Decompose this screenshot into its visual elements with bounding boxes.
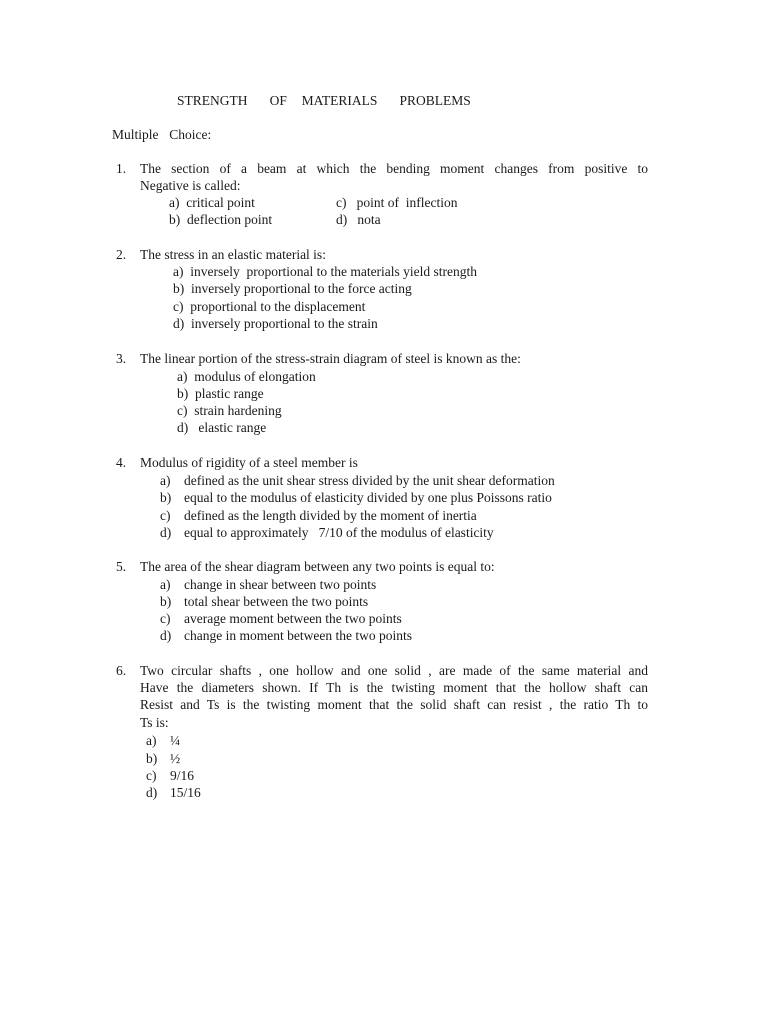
option-d: d) elastic range <box>177 420 267 435</box>
question-text-line: Resist and Ts is the twisting moment that the solid shaft can resist , the ratio Th to <box>140 697 648 713</box>
option-a: a) critical point <box>169 195 255 210</box>
option-c: c) point of inflection <box>336 195 458 210</box>
section-heading: Multiple Choice: <box>112 127 212 142</box>
question-text-line: The area of the shear diagram between any two points is equal to: <box>140 559 495 574</box>
option-c: c) strain hardening <box>177 403 282 418</box>
option-c-label: c) <box>160 508 171 523</box>
option-b-label: b) <box>160 490 172 505</box>
option-a: a) modulus of elongation <box>177 369 316 384</box>
option-a-label: a) <box>146 733 157 748</box>
option-b: b) plastic range <box>177 386 264 401</box>
question-number: 6. <box>116 663 127 678</box>
option-a: ¼ <box>170 733 181 748</box>
question-text-line: The linear portion of the stress-strain diagram of steel is known as the: <box>140 351 521 366</box>
option-b-label: b) <box>146 751 158 766</box>
option-a: defined as the unit shear stress divided by the unit shear deformation <box>184 473 555 488</box>
question-text-line: Negative is called: <box>140 178 241 194</box>
option-d: d) nota <box>336 212 381 227</box>
option-d-label: d) <box>146 785 158 800</box>
option-a: a) inversely proportional to the materials yield strength <box>173 264 478 279</box>
option-c: average moment between the two points <box>184 611 402 626</box>
question-text-line: The section of a beam at which the bending moment changes from positive to <box>140 161 648 176</box>
question-number: 4. <box>116 455 127 470</box>
question-text-line: Ts is: <box>140 714 169 730</box>
option-a-label: a) <box>160 577 171 592</box>
question-number: 5. <box>116 559 127 574</box>
option-d-label: d) <box>160 525 172 540</box>
option-b: ½ <box>170 751 181 766</box>
option-c-label: c) <box>146 768 157 783</box>
option-d: 15/16 <box>170 785 201 800</box>
question-number: 2. <box>116 247 127 262</box>
question-number: 1. <box>116 161 127 176</box>
option-b: b) inversely proportional to the force acting <box>173 281 412 296</box>
option-c-label: c) <box>160 611 171 626</box>
option-d-label: d) <box>160 628 172 643</box>
option-a: change in shear between two points <box>184 577 377 592</box>
option-c: defined as the length divided by the moment of inertia <box>184 508 477 523</box>
option-c: 9/16 <box>170 768 195 783</box>
option-b: total shear between the two points <box>184 594 369 609</box>
option-b: equal to the modulus of elasticity divided by one plus Poissons ratio <box>184 490 552 505</box>
question-text-line: The stress in an elastic material is: <box>140 247 326 262</box>
question-number: 3. <box>116 351 127 366</box>
question-text-line: Modulus of rigidity of a steel member is <box>140 455 358 470</box>
option-a-label: a) <box>160 473 171 488</box>
option-c: c) proportional to the displacement <box>173 299 366 314</box>
option-d: d) inversely proportional to the strain <box>173 316 378 331</box>
question-text-line: Have the diameters shown. If Th is the twisting moment that the hollow shaft can <box>140 680 648 696</box>
option-d: change in moment between the two points <box>184 628 412 643</box>
document-title: STRENGTH OF MATERIALS PROBLEMS <box>177 93 471 108</box>
option-b-label: b) <box>160 594 172 609</box>
question-text-line: Two circular shafts , one hollow and one solid , are made of the same material and <box>140 663 648 678</box>
option-d: equal to approximately 7/10 of the modulus of elasticity <box>184 525 494 540</box>
option-b: b) deflection point <box>169 212 273 227</box>
